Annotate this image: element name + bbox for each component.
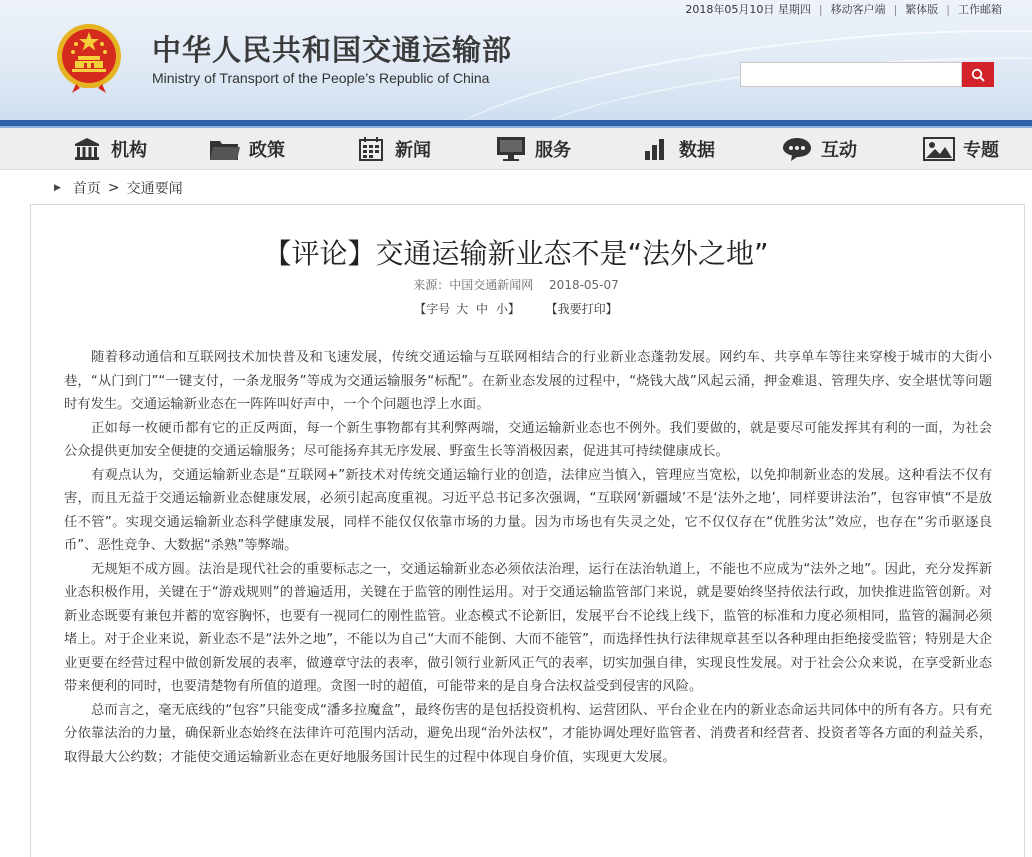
site-title: 中华人民共和国交通运输部 xyxy=(152,33,513,67)
site-subtitle: Ministry of Transport of the People’s Republic of China xyxy=(152,70,490,86)
nav-item-topics[interactable] xyxy=(922,128,999,170)
nav-label: 专题 xyxy=(963,140,999,161)
chat-icon xyxy=(780,135,814,163)
nav-item-interaction[interactable] xyxy=(780,128,857,170)
breadcrumb-current[interactable]: 交通要闻 xyxy=(126,181,183,197)
font-size-small-button[interactable]: 小】 xyxy=(495,302,520,316)
breadcrumb-arrow-icon: ▶ xyxy=(54,183,61,193)
site-header xyxy=(0,0,1032,120)
building-icon xyxy=(70,135,104,163)
work-email-link[interactable]: 工作邮箱 xyxy=(958,3,1002,16)
nav-item-policy[interactable] xyxy=(208,128,285,170)
nav-item-services[interactable] xyxy=(494,128,571,170)
article-body xyxy=(64,346,992,769)
breadcrumb-separator: > xyxy=(107,180,120,196)
font-size-label: 【字号 xyxy=(414,302,451,316)
font-size-medium-button[interactable]: 中 xyxy=(475,302,488,316)
search-icon xyxy=(971,68,985,82)
nav-label: 政策 xyxy=(249,140,285,161)
article-paragraph: 随着移动通信和互联网技术加快普及和飞速发展，传统交通运输与互联网相结合的行业新业态蓬勃发展。网约车、共享单车等往来穿梭于城市的大街小巷，“从门到门”“一键支付，一条龙服务”等成为交通运输服务“标配”。在新业态发展的过程中，“烧钱大战”风起云涌，押金难退、管理失序、安全堪忧等问题时有发生。交通运输新业态在一阵阵叫好声中，一个个问题也浮上水面。 xyxy=(64,350,992,412)
current-date: 2018年05月10日 星期四 xyxy=(685,3,811,16)
newspaper-icon xyxy=(354,135,388,163)
article-date: 2018-05-07 xyxy=(549,278,619,292)
national-emblem-icon[interactable] xyxy=(54,20,124,94)
search-input[interactable] xyxy=(740,62,962,87)
nav-label: 服务 xyxy=(535,140,571,161)
picture-icon xyxy=(922,135,956,163)
traditional-chinese-link[interactable]: 繁体版 xyxy=(905,3,939,16)
search-button[interactable] xyxy=(962,62,994,87)
nav-label: 数据 xyxy=(679,140,715,161)
nav-label: 互动 xyxy=(821,140,857,161)
nav-item-data[interactable] xyxy=(638,128,715,170)
article-paragraph: 无规矩不成方圆。法治是现代社会的重要标志之一，交通运输新业态必须依法治理，运行在法治轨道上，不能也不应成为“法外之地”。因此，充分发挥新业态积极作用，关键在于“游戏规则”的普遍适用，关键在于监管的刚性运用。对于交通运输监管部门来说，就是要始终坚持依法行政，加快推进监管创新。对新业态既要有兼包并蓄的宽容胸怀，也要有一视同仁的刚性监管。业态模式不论新旧，发展平台不论线上线下，监管的标准和力度必须相同，监管的漏洞必须堵上。对于企业来说，新业态不是“法外之地”，不能以为自己“大而不能倒、大而不能管”，而选择性执行法律规章甚至以各种理由拒绝接受监管；特别是大企业更要在经营过程中做创新发展的表率，做遵章守法的表率，做引领行业新风正气的表率，切实加强自律，实现良性发展。对于社会公众来说，在享受新业态带来便利的同时，也要清楚物有所值的道理。贪图一时的超值，可能带来的是自身合法权益受到侵害的风险。 xyxy=(64,561,992,694)
top-utility-bar: 2018年05月10日 星期四 | 移动客户端 | 繁体版 | 工作邮箱 xyxy=(677,2,1010,18)
nav-item-institutions[interactable] xyxy=(70,128,147,170)
monitor-icon xyxy=(494,135,528,163)
print-button[interactable]: 【我要打印】 xyxy=(545,302,618,316)
nav-item-news[interactable] xyxy=(354,128,431,170)
article-title: 【评论】交通运输新业态不是“法外之地” xyxy=(263,237,769,270)
article-paragraph: 正如每一枚硬币都有它的正反两面，每一个新生事物都有其利弊两端，交通运输新业态也不例外。我们要做的，就是要尽可能发挥其有利的一面，为社会公众提供更加安全便捷的交通运输服务；尽可能扬弃其无序发展、野蛮生长等消极因素，促进其可持续健康成长。 xyxy=(64,420,992,459)
folder-icon xyxy=(208,135,242,163)
article-meta xyxy=(0,276,1032,293)
font-size-controls xyxy=(414,302,525,316)
breadcrumb xyxy=(54,178,183,198)
article-source: 来源：中国交通新闻网 xyxy=(413,278,534,292)
nav-label: 新闻 xyxy=(395,140,431,161)
article-paragraph: 有观点认为，交通运输新业态是“互联网+”新技术对传统交通运输行业的创造，法律应当慎入，管理应当宽松，以免抑制新业态的发展。这种看法不仅有害，而且无益于交通运输新业态健康发展，必须引起高度重视。习近平总书记多次强调，“互联网‘新疆域’不是‘法外之地’，同样要讲法治”，包容审慎“不是放任不管”。实现交通运输新业态科学健康发展，同样不能仅仅依靠市场的力量。因为市场也有失灵之处，它不仅仅存在“优胜劣汰”效应，也存在“劣币驱逐良币”、恶性竞争、大数据“杀熟”等弊端。 xyxy=(64,467,992,553)
font-size-large-button[interactable]: 大 xyxy=(456,302,469,316)
breadcrumb-home[interactable]: 首页 xyxy=(72,181,101,197)
main-navigation xyxy=(0,128,1032,170)
nav-label: 机构 xyxy=(111,140,147,161)
bar-chart-icon xyxy=(638,135,672,163)
mobile-client-link[interactable]: 移动客户端 xyxy=(830,3,886,16)
article-paragraph: 总而言之，毫无底线的“包容”只能变成“潘多拉魔盒”，最终伤害的是包括投资机构、运营团队、平台企业在内的新业态命运共同体中的所有各方。只有充分依靠法治的力量，确保新业态始终在法律许可范围内活动，避免出现“治外法权”，才能协调处理好监管者、消费者和经营者、投资者等各方面的利益关系，取得最大公约数；才能使交通运输新业态在更好地服务国计民生的过程中体现自身价值，实现更大发展。 xyxy=(64,702,992,765)
article-tools xyxy=(0,300,1032,317)
